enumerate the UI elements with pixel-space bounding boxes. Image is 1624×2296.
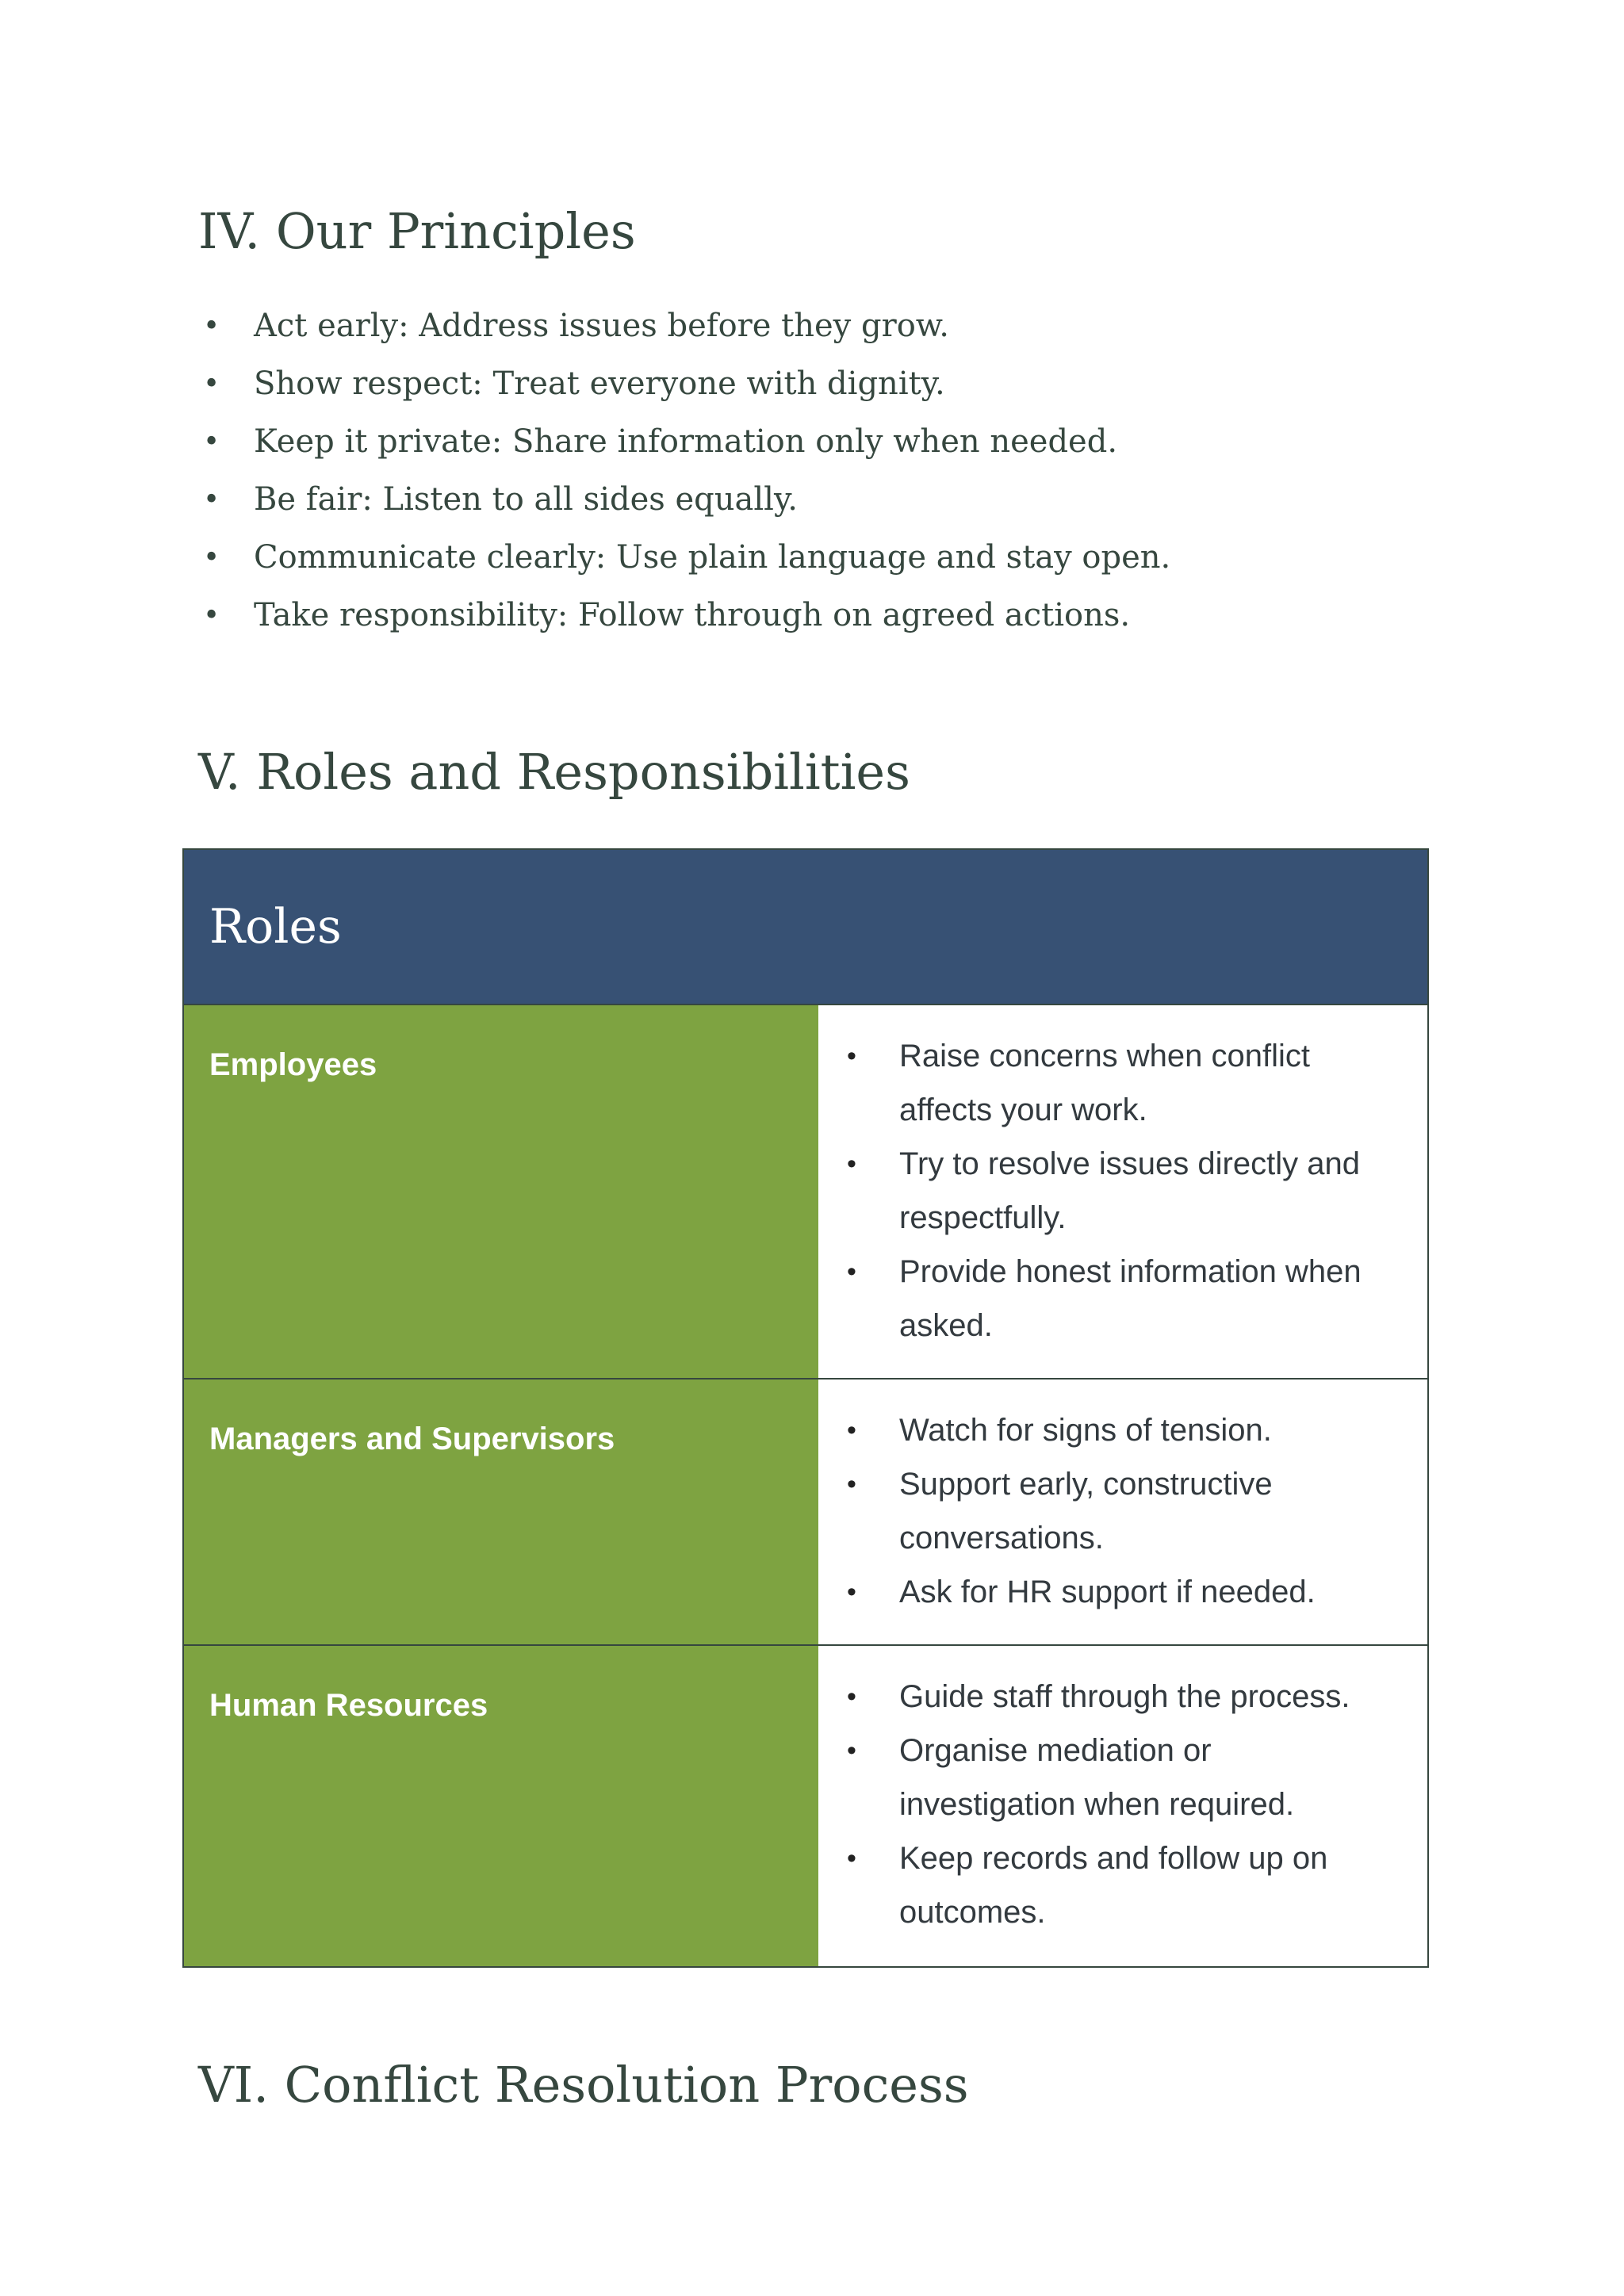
bullet-icon: • [847,1577,856,1607]
principles-list [198,297,1170,645]
bullet-icon: • [203,426,220,458]
process-heading: VI. Conflict Resolution Process [198,2056,969,2114]
role-name-managers: Managers and Supervisors [184,1380,818,1644]
list-item: • Organise mediation or investigation when required. [818,1724,1396,1831]
role-name-employees: Employees [184,1005,818,1378]
list-item: • Act early: Address issues before they grow. [198,297,1170,355]
bullet-icon: • [203,541,220,574]
table-row [184,1646,1427,1966]
table-row [184,1380,1427,1646]
list-item: • Try to resolve issues directly and respectfully. [818,1137,1396,1245]
list-item: • Raise concerns when conflict affects your work. [818,1029,1396,1137]
bullet-icon: • [847,1469,856,1499]
list-item: • Ask for HR support if needed. [818,1565,1396,1619]
list-item: • Take responsibility: Follow through on agreed actions. [198,587,1170,645]
roles-table [182,848,1429,1968]
role-duties [818,1646,1427,1966]
roles-table-header [184,850,1427,1005]
bullet-icon: • [203,368,220,400]
bullet-icon: • [847,1735,856,1766]
bullet-icon: • [847,1041,856,1071]
list-item: • Communicate clearly: Use plain language and stay open. [198,529,1170,587]
bullet-icon: • [203,484,220,516]
list-item: • Watch for signs of tension. [818,1403,1396,1457]
bullet-icon: • [847,1149,856,1179]
list-item: • Support early, constructive conversations. [818,1457,1396,1565]
bullet-icon: • [847,1257,856,1287]
list-item: • Guide staff through the process. [818,1670,1396,1724]
bullet-icon: • [847,1843,856,1873]
principles-heading: IV. Our Principles [198,202,636,260]
list-item: • Keep records and follow up on outcomes. [818,1831,1396,1939]
roles-heading: V. Roles and Responsibilities [198,743,910,801]
role-name-hr: Human Resources [184,1646,818,1966]
list-item: • Provide honest information when asked. [818,1245,1396,1353]
bullet-icon: • [203,599,220,632]
role-duties [818,1005,1427,1378]
role-duties [818,1380,1427,1644]
roles-table-title: Roles [209,899,342,955]
bullet-icon: • [847,1415,856,1445]
bullet-icon: • [203,310,220,342]
list-item: • Show respect: Treat everyone with dignity. [198,355,1170,413]
bullet-icon: • [847,1682,856,1712]
list-item: • Keep it private: Share information only when needed. [198,413,1170,471]
table-row [184,1005,1427,1380]
list-item: • Be fair: Listen to all sides equally. [198,471,1170,529]
